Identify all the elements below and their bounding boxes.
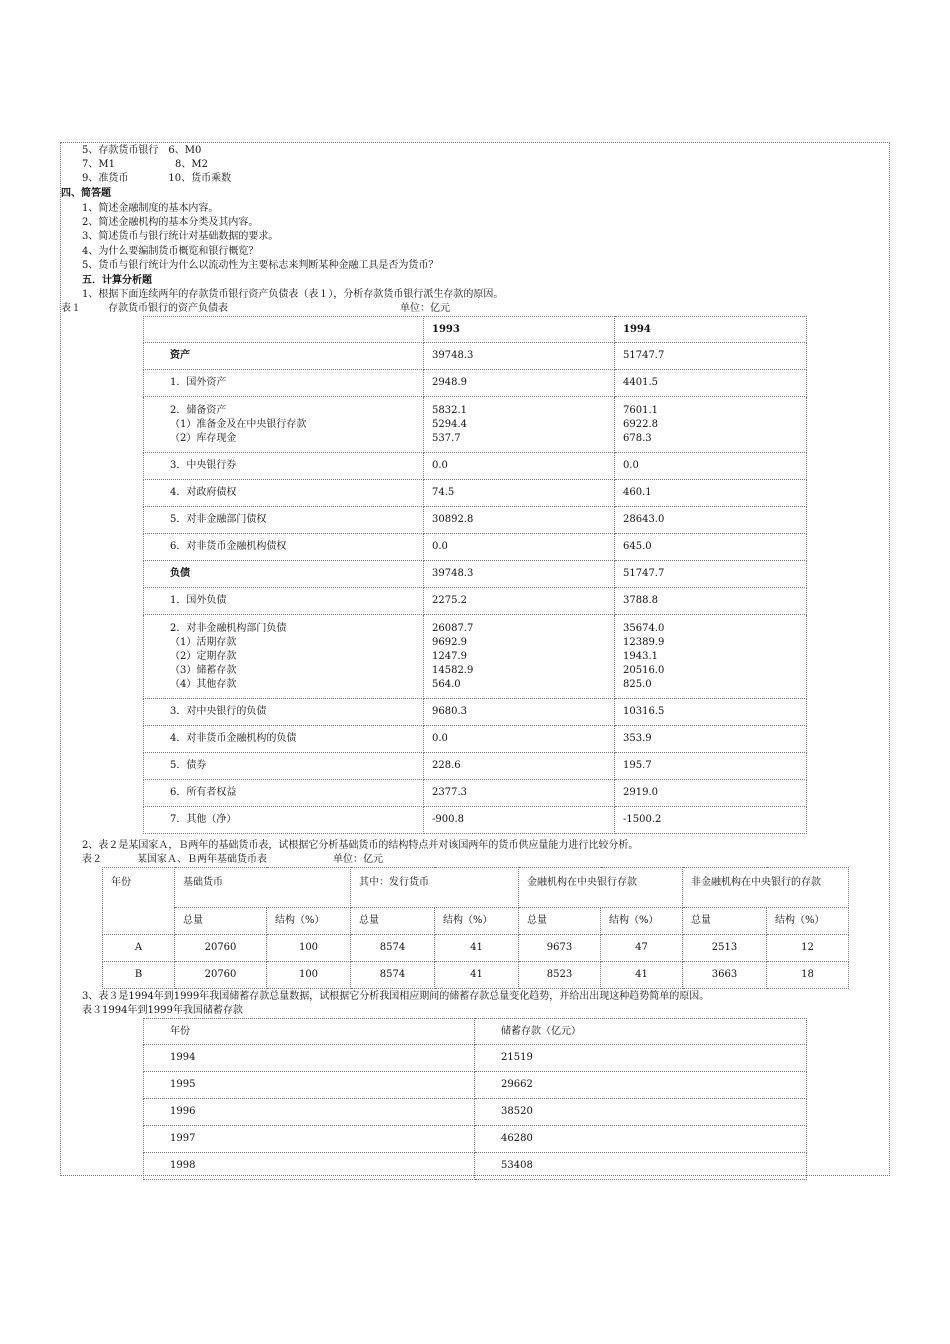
item-label: 负债 (170, 568, 190, 579)
value-cell: 8523 (519, 962, 601, 989)
item-label-cell (144, 699, 424, 726)
value-cell: 12 (767, 935, 849, 962)
table-row (144, 1126, 807, 1153)
sub-header: 结构（%） (767, 908, 849, 935)
item-label-cell (144, 480, 424, 507)
table-row (144, 1045, 807, 1072)
sub-header: 结构（%） (601, 908, 683, 935)
value-cell (424, 453, 615, 480)
item-label: 2．对非金融机构部门负债 (170, 622, 287, 634)
item-label-cell (144, 561, 424, 588)
value-text: 2377.3 (432, 787, 467, 798)
item-label: 6．所有者权益 (170, 787, 237, 798)
table1-caption-label: 表１ (61, 303, 81, 314)
value-text: 6922.8 (623, 418, 658, 430)
item-label-cell (144, 343, 424, 370)
value-text: 39748.3 (432, 350, 474, 361)
item-label-cell (144, 780, 424, 807)
year-header: 年份 (144, 1019, 475, 1045)
value-text: 825.0 (623, 678, 652, 690)
value-text: 195.7 (623, 760, 652, 771)
value-text: 1943.1 (623, 650, 658, 662)
year-header: 1994 (615, 317, 807, 343)
question-item: 2、简述金融机构的基本分类及其内容。 (82, 217, 259, 228)
value-cell (424, 780, 615, 807)
table2-caption-unit: 单位：亿元 (333, 854, 383, 865)
question-item: 5、货币与银行统计为什么以流动性为主要标志来判断某种金融工具是否为货币？ (82, 260, 439, 271)
value-cell (424, 370, 615, 397)
value-cell (424, 615, 615, 699)
value-text: 3788.8 (623, 595, 658, 606)
value-cell: 18 (767, 962, 849, 989)
value-text: 9692.9 (432, 636, 467, 648)
item-label: （2）定期存款 (170, 650, 237, 662)
value-text: 0.0 (432, 460, 448, 471)
item-label: （3）储蓄存款 (170, 664, 237, 676)
item-label-cell (144, 807, 424, 834)
value-text: 26087.7 (432, 622, 474, 634)
item-label: 6．对非货币金融机构债权 (170, 541, 287, 552)
year-cell: 1998 (144, 1153, 475, 1180)
value-text: 74.5 (432, 487, 455, 498)
table-row (144, 1072, 807, 1099)
item-label: 3．中央银行券 (170, 460, 237, 471)
table-row (144, 507, 807, 534)
item-label: （1）准备金及在中央银行存款 (170, 418, 307, 430)
table-row (103, 962, 849, 989)
sub-header: 总量 (683, 908, 767, 935)
item-label: 5．债券 (170, 760, 207, 771)
value-text: 14582.9 (432, 664, 474, 676)
value-cell (615, 534, 807, 561)
value-text: 460.1 (623, 487, 652, 498)
table-row (144, 343, 807, 370)
value-cell (615, 397, 807, 453)
group-header: 非金融机构在中央银行的存款 (683, 868, 849, 908)
year-header: 年份 (103, 868, 175, 935)
value-text: 537.7 (432, 432, 461, 444)
table-row (144, 561, 807, 588)
item-label: 7．其他（净） (170, 814, 237, 825)
item-label: （1）活期存款 (170, 636, 237, 648)
year-cell: 1996 (144, 1099, 475, 1126)
value-cell (424, 726, 615, 753)
value-text: 30892.8 (432, 514, 474, 525)
value-text: 564.0 (432, 678, 461, 690)
value-cell (615, 588, 807, 615)
table-row (144, 397, 807, 453)
table-row (144, 1099, 807, 1126)
table2-caption-title: 某国家Ａ、Ｂ两年基础货币表 (137, 854, 267, 865)
item-label: （2）库存现金 (170, 432, 237, 444)
value-text: 5832.1 (432, 404, 467, 416)
value-text: 2275.2 (432, 595, 467, 606)
value-cell (615, 615, 807, 699)
value-text: -900.8 (432, 814, 465, 825)
item-label-cell (144, 397, 424, 453)
year-cell: B (103, 962, 175, 989)
value-cell (615, 561, 807, 588)
value-cell (424, 807, 615, 834)
value-text: 0.0 (432, 541, 448, 552)
value-cell (615, 370, 807, 397)
value-cell: 41 (435, 962, 519, 989)
table-row (144, 615, 807, 699)
group-header: 基础货币 (175, 868, 351, 908)
table-row (144, 480, 807, 507)
year-cell: 1995 (144, 1072, 475, 1099)
table-row (144, 588, 807, 615)
value-cell: 46280 (475, 1126, 807, 1153)
header-cell-empty (144, 317, 424, 343)
value-cell (615, 726, 807, 753)
value-text: 5294.4 (432, 418, 467, 430)
table1-caption-title: 存款货币银行的资产负债表 (108, 303, 228, 314)
def-line-3: 9、准货币 10、货币乘数 (82, 173, 232, 184)
question-2: 2、表２是某国家Ａ，Ｂ两年的基础货币表，试根据它分析基础货币的结构特点并对该国两年的货币供应量能力进行比较分析。 (82, 840, 639, 851)
item-label: 4．对非货币金融机构的负债 (170, 733, 297, 744)
value-text: 35674.0 (623, 622, 665, 634)
value-cell (615, 453, 807, 480)
value-cell (615, 343, 807, 370)
value-text: 678.3 (623, 432, 652, 444)
savings-header: 储蓄存款（亿元） (475, 1019, 807, 1045)
item-label-cell (144, 534, 424, 561)
value-cell (424, 343, 615, 370)
value-text: 51747.7 (623, 350, 665, 361)
item-label-cell (144, 370, 424, 397)
value-cell (424, 397, 615, 453)
item-label: 5．对非金融部门债权 (170, 514, 267, 525)
item-label-cell (144, 726, 424, 753)
value-cell (424, 588, 615, 615)
value-cell: 8574 (351, 935, 435, 962)
item-label: 2．储备资产 (170, 404, 227, 416)
def-line-2: 7、M1 8、M2 (82, 159, 208, 170)
item-label: 3．对中央银行的负债 (170, 706, 267, 717)
value-cell: 38520 (475, 1099, 807, 1126)
question-item: 3、简述货币与银行统计对基础数据的要求。 (82, 231, 279, 242)
group-header: 金融机构在中央银行存款 (519, 868, 683, 908)
table2-caption-label: 表２ (82, 854, 102, 865)
value-cell: 47 (601, 935, 683, 962)
sub-header: 总量 (519, 908, 601, 935)
question-item: 1、简述金融制度的基本内容。 (82, 203, 219, 214)
value-text: -1500.2 (623, 814, 662, 825)
table-row (144, 1153, 807, 1180)
base-money-table (102, 867, 849, 989)
question-item: 4、为什么要编制货币概览和银行概览？ (82, 246, 259, 257)
value-text: 28643.0 (623, 514, 665, 525)
value-cell (424, 507, 615, 534)
value-cell (424, 699, 615, 726)
value-text: 2919.0 (623, 787, 658, 798)
table-row (144, 753, 807, 780)
value-cell (615, 699, 807, 726)
value-cell (615, 780, 807, 807)
section-5-title: 五．计算分析题 (82, 275, 152, 286)
value-cell (615, 753, 807, 780)
year-cell: A (103, 935, 175, 962)
value-text: 10316.5 (623, 706, 665, 717)
item-label-cell (144, 615, 424, 699)
year-cell: 1994 (144, 1045, 475, 1072)
def-line-1: 5、存款货币银行 6、M0 (82, 145, 202, 156)
value-cell (424, 561, 615, 588)
value-text: 228.6 (432, 760, 461, 771)
question-3: 3、表３是1994年到1999年我国储蓄存款总量数据，试根据它分析我国相应期间的储蓄存款总量变化趋势，并给出出现这种趋势简单的原因。 (82, 991, 710, 1002)
value-text: 20516.0 (623, 664, 665, 676)
item-label-cell (144, 507, 424, 534)
savings-table (143, 1018, 807, 1180)
table-row (144, 726, 807, 753)
item-label-cell (144, 588, 424, 615)
value-cell (424, 534, 615, 561)
value-text: 4401.5 (623, 377, 658, 388)
value-text: 353.9 (623, 733, 652, 744)
value-cell (615, 807, 807, 834)
table-row (103, 935, 849, 962)
value-cell (424, 753, 615, 780)
table-row (144, 807, 807, 834)
value-text: 0.0 (432, 733, 448, 744)
item-label: 1．国外负债 (170, 595, 227, 606)
value-cell (615, 480, 807, 507)
value-text: 645.0 (623, 541, 652, 552)
value-cell: 41 (601, 962, 683, 989)
sub-header: 结构（%） (435, 908, 519, 935)
sub-header: 总量 (175, 908, 267, 935)
value-cell: 53408 (475, 1153, 807, 1180)
value-text: 51747.7 (623, 568, 665, 579)
value-cell: 21519 (475, 1045, 807, 1072)
item-label-cell (144, 453, 424, 480)
section-4-title: 四、简答题 (61, 188, 111, 199)
value-text: 0.0 (623, 460, 639, 471)
value-cell: 41 (435, 935, 519, 962)
table-row (144, 699, 807, 726)
table1-caption-unit: 单位：亿元 (400, 303, 450, 314)
table-row (144, 780, 807, 807)
sub-header: 结构（%） (267, 908, 351, 935)
value-cell: 3663 (683, 962, 767, 989)
group-header: 其中：发行货币 (351, 868, 519, 908)
value-cell: 2513 (683, 935, 767, 962)
value-text: 7601.1 (623, 404, 658, 416)
item-label: 资产 (170, 350, 190, 361)
value-cell (615, 507, 807, 534)
value-cell: 100 (267, 962, 351, 989)
item-label: 1．国外资产 (170, 377, 227, 388)
item-label-cell (144, 753, 424, 780)
value-text: 12389.9 (623, 636, 665, 648)
table3-caption: 表３1994年到1999年我国储蓄存款 (82, 1005, 243, 1016)
value-text: 39748.3 (432, 568, 474, 579)
value-cell: 8574 (351, 962, 435, 989)
value-text: 2948.9 (432, 377, 467, 388)
value-cell: 29662 (475, 1072, 807, 1099)
balance-sheet-table (143, 316, 807, 834)
question-1: 1、根据下面连续两年的存款货币银行资产负债表（表１），分析存款货币银行派生存款的原因。 (82, 289, 504, 300)
item-label: （4）其他存款 (170, 678, 237, 690)
value-cell (424, 480, 615, 507)
value-cell: 20760 (175, 962, 267, 989)
sub-header: 总量 (351, 908, 435, 935)
year-cell: 1997 (144, 1126, 475, 1153)
value-cell: 100 (267, 935, 351, 962)
item-label: 4．对政府债权 (170, 487, 237, 498)
table-row (144, 453, 807, 480)
table-row (144, 534, 807, 561)
value-cell: 9673 (519, 935, 601, 962)
year-header: 1993 (424, 317, 615, 343)
value-text: 1247.9 (432, 650, 467, 662)
value-text: 9680.3 (432, 706, 467, 717)
table-row (144, 370, 807, 397)
value-cell: 20760 (175, 935, 267, 962)
